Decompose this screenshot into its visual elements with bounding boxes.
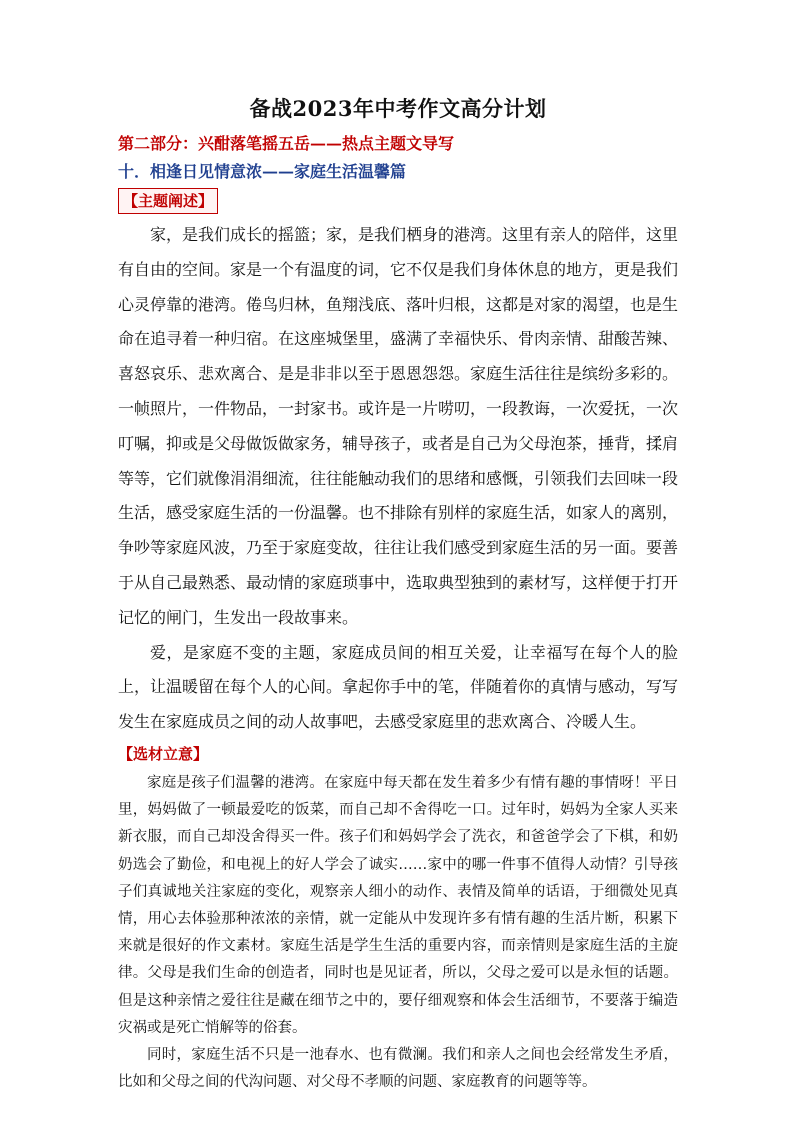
- chapter-heading: 十．相逢日见情意浓——家庭生活温馨篇: [118, 162, 407, 181]
- material-paragraph-1: 家庭是孩子们温馨的港湾。在家庭中每天都在发生着多少有情有趣的事情呀！平日里，妈妈做了一顿最爱吃的饭菜，而自己却不舍得吃一口。过年时，妈妈为全家人买来新衣服，而自己却没舍得买一件。孩子们和妈妈学会了洗衣，和爸爸学会了下棋，和奶奶选会了勤俭，和电视上的好人学会了诚实……家中的哪一件事不值得人动情？引导孩子们真诚地关注家庭的变化，观察亲人细小的动作、表情及简单的话语，于细微处见真情，用心去体验那种浓浓的亲情，就一定能从中发现许多有情有趣的生活片断，积累下来就是很好的作文素材。家庭生活是学生生活的重要内容，而亲情则是家庭生活的主旋律。父母是我们生命的创造者，同时也是见证者，所以，父母之爱可以是永恒的话题。但是这种亲情之爱往往是藏在细节之中的，要仔细观察和体会生活细节，不要落于编造灾祸或是死亡悄解等的俗套。: [118, 774, 678, 1036]
- theme-paragraph-1: 家，是我们成长的摇篮；家，是我们栖身的港湾。这里有亲人的陪伴，这里有自由的空间。家是一个有温度的词，它不仅是我们身体休息的地方，更是我们心灵停靠的港湾。倦鸟归林，鱼翔浅底、落叶归根，这都是对家的渴望，也是生命在追寻着一种归宿。在这座城堡里，盛满了幸福快乐、骨肉亲情、甜酸苦辣、喜怒哀乐、悲欢离合、是是非非以至于恩恩怨怨。家庭生活往往是缤纷多彩的。一帧照片，一件物品，一封家书。或许是一片唠叨，一段教诲，一次爱抚，一次叮嘱，抑或是父母做饭做家务，辅导孩子，或者是自己为父母泡茶，捶背，揉肩等等，它们就像涓涓细流，往往能触动我们的思绪和感慨，引领我们去回味一段生活，感受家庭生活的一份温馨。也不排除有别样的家庭生活，如家人的离别，争吵等家庭风波，乃至于家庭变故，往往让我们感受到家庭生活的另一面。要善于从自己最熟悉、最动情的家庭琐事中，选取典型独到的素材写，这样便于打开记忆的闸门，生发出一段故事来。: [118, 225, 679, 627]
- part-heading: 第二部分：兴酣落笔摇五岳——热点主题文导写: [118, 134, 455, 153]
- document-page: [118, 92, 678, 1096]
- section-material: [118, 740, 678, 1096]
- material-paragraph-2: 同时，家庭生活不只是一池春水、也有微澜。我们和亲人之间也会经常发生矛盾，比如和父母之间的代沟问题、对父母不孝顺的问题、家庭教育的问题等等。: [118, 1046, 678, 1091]
- section-tag-material: 【选材立意】: [118, 744, 209, 763]
- section-tag-theme: 【主题阐述】: [118, 188, 218, 214]
- theme-paragraph-2: 爱，是家庭不变的主题，家庭成员间的相互关爱，让幸福写在每个人的脸上，让温暖留在每个人的心间。拿起你手中的笔，伴随着你的真情与感动，写写发生在家庭成员之间的动人故事吧，去感受家庭里的悲欢离合、冷暖人生。: [118, 642, 679, 732]
- document-title: 备战2023年中考作文高分计划: [249, 96, 547, 121]
- section-theme: [118, 186, 678, 740]
